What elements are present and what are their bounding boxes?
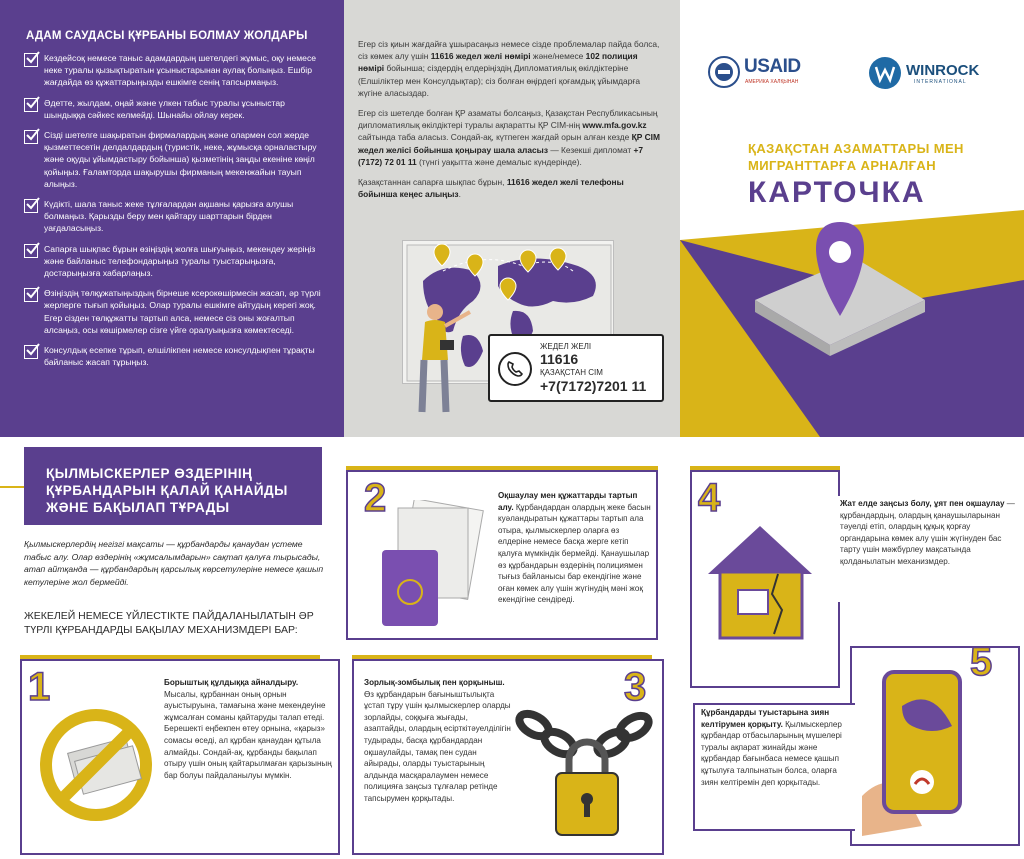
cracked-house-icon (698, 514, 818, 644)
help-paragraph: Егер сіз қиын жағдайға ұшырасаңыз немесе сізде проблемалар пайда болса, сіз көмек алу үшін 11616 жедел желі нөмірі және/немесе 102 полиция нөмірі бойынша; сіздердің елдеріңіздің Дипломатиялық өкілдіктеріне (Елшіліктер мен Консулдықтар); сіз болған өңірдегі қоғамдық ұйымдарға жүгіне аласыздар. (358, 39, 660, 98)
card-1-text: Борыштық құлдыққа айналдыру. Мысалы, құрбаннан оның орнын ауыстыруына, тамағына және мекендеуіне жұмсалған соманы қайтаруды талап етеді. Берешекті еңбекпен өтеу орнына, «қарыз» сомасы өседі, ал құрбан қанаудан құтыла алмайды. Сондай-ақ, құрбанды бақылап отыру үшін оның қайтарылмаған қарызының бар болуы пайдаланылуы мүмкін. (164, 678, 332, 780)
checkbox-icon (24, 345, 38, 359)
checkbox-icon (24, 199, 38, 213)
usaid-logo (708, 54, 828, 92)
tip-item (24, 287, 326, 336)
chain-lock-icon (514, 705, 664, 845)
card-1 (20, 659, 340, 855)
left-panel-title: АДАМ САУДАСЫ ҚҰРБАНЫ БОЛМАУ ЖОЛДАРЫ (26, 30, 308, 42)
usaid-name: USAID (744, 56, 801, 77)
phone-icon (498, 352, 532, 386)
mfa-label: ҚАЗАҚСТАН СІМ (540, 368, 603, 377)
tip-item (24, 198, 326, 235)
criminals-intro: Қылмыскерлердің негізгі мақсаты — құрбандарды қанаудан үстеме табыс алу. Олар өздерінің «жұмсалымдарын» сақтап қалуға тырысады, атап айтқанда — құрбандардың қарсылық көрсетулеріне немесе қашып кетулеріне жол бермейді. (24, 539, 324, 587)
checkbox-icon (24, 98, 38, 112)
card-5 (850, 640, 1020, 846)
card-4-number: 4 (698, 476, 721, 520)
tips-list (24, 52, 326, 368)
card-5-textbox (693, 703, 855, 831)
mfa-link: www.mfa.gov.kz (582, 120, 647, 131)
card-4 (690, 470, 840, 688)
tip-text: Күдікті, шала таныс жеке тұлғалардан ақшаны қарызға алушы болмаңыз. Қарызды беру мен қайтару шарттарын бірден уағдаласыңыз. (44, 199, 294, 234)
hotline-label: ЖЕДЕЛ ЖЕЛІ (540, 342, 592, 351)
checkbox-icon (24, 244, 38, 258)
tip-item (24, 97, 326, 121)
hotline-number: 11616 (540, 351, 579, 367)
usaid-sub: АМЕРИКА ХАЛҚЫНАН (745, 79, 799, 85)
card-title: КАРТОЧКА (748, 176, 926, 209)
card-5-number: 5 (970, 640, 993, 684)
checkbox-icon (24, 288, 38, 302)
card-subtitle: ҚАЗАҚСТАН АЗАМАТТАРЫ МЕН МИГРАНТТАРҒА АРНАЛҒАН (748, 141, 964, 173)
card-3-number: 3 (624, 665, 647, 709)
mfa-paragraph: Егер сіз шетелде болған ҚР азаматы болсаңыз, Қазақстан Республикасының дипломатиялық өкілдіктері туралы ақпаратты ҚР СІМ-нің www.mfa.gov.kz сайтында таба аласыз. Сондай-ақ, күтпеген жағдай орын алған кезде ҚР СІМ жедел желісі бойынша қоңырау шала аласыз — Кезекші дипломат +7 (7172) 72 01 11 (түнгі уақытта және демалыс күндерінде). (358, 108, 660, 167)
card-1-number: 1 (28, 665, 51, 709)
tip-item (24, 344, 326, 368)
person-illustration (410, 300, 480, 420)
tip-text: Сапарға шықпас бұрын өзіңіздің жолға шығуыңыз, мекендеу жеріңіз және байланыс телефондарыңыз туралы туыстарыңызға, достарыңызға хабарлаңыз. (44, 243, 316, 279)
left-panel (0, 0, 344, 437)
card-3 (352, 659, 664, 855)
title-accent-line (0, 486, 24, 488)
tip-text: Әдетте, жылдам, оңай және үлкен табыс туралы ұсыныстар шындыққа сәйкес келмейді. Шынайы ойлау керек. (44, 97, 285, 120)
winrock-w-icon (868, 56, 902, 90)
card-2 (346, 470, 658, 640)
consult-paragraph: Қазақстаннан сапарға шықпас бұрын, 11616 жедел желі телефоны бойынша кеңес алыңыз. (358, 177, 624, 200)
mfa-number: +7(7172)7201 11 (540, 378, 647, 394)
mechanisms-title: ЖЕКЕЛЕЙ НЕМЕСЕ ҮЙЛЕСТІКТЕ ПАЙДАЛАНЫЛАТЫН ӘР ТҮРЛІ ҚҰРБАНДАРДЫ БАҚЫЛАУ МЕХАНИЗМДЕРІ БАР: (24, 610, 314, 636)
tip-item (24, 243, 326, 280)
checkbox-icon (24, 53, 38, 67)
winrock-logo (868, 54, 988, 92)
phone-threat-icon (862, 666, 974, 836)
winrock-name: WINROCK (906, 62, 980, 79)
card-4-text: Жат елде заңсыз болу, ұят пен оқшаулау — құрбандардың, олардың қанаушыларынан тәуелді етіп, олардың құқық қорғау органдарына көмек алу үшін жүгінуден бас тарту үшін мәжбүрлеу мақсатында қолданылатын механизмдер. (840, 499, 1015, 566)
usaid-seal-icon (708, 56, 740, 88)
tip-item (24, 129, 326, 190)
tip-text: Кездейсоқ немесе таныс адамдардың шетелдегі жұмыс, оқу немесе неке туралы қызықтыратын ұсыныстарынан аулақ болыңыз. Ешбір жағдайда өз құжаттарыңызды ешкімге сенің тапсырмаңыз. (44, 53, 317, 88)
winrock-sub: INTERNATIONAL (914, 79, 967, 85)
card-5-text: Құрбандарды туыстарына зиян келтірумен қорқыту. Қылмыскерлер құрбандар отбасыларының мүшелері туралы ақпарат жинайды және құрбандар бағынбаса немесе қашып құтылуға талпынатын болса, оларға зиян келтіремін деп қорқытады. (701, 708, 842, 787)
tip-text: Өзіңіздің төлқұжатыңыздың бірнеше ксерокөшірмесін жасап, әр түрлі жерлерге тығып қойыңыз. Олар туралы ешкімге айтудың керегі жоқ. Егер сізден төлқұжатты тартып алса, немесе сіз оны жоғалтып алсаңыз, осы көшірмелер сізге үйге оралуыңызға көмектеседі. (44, 288, 321, 335)
no-money-icon (36, 705, 160, 825)
passport-icon (376, 500, 486, 630)
card-4-textbox (834, 496, 1020, 602)
tip-item (24, 52, 326, 89)
card-2-text: Оқшаулау мен құжаттарды тартып алу. Құрбандардан олардың жеке басын куәландыратын құжаттары тартып ала отыра, қылмыскерлер оларға өз елдеріне немесе басқа жерге кетіп қалуға мүмкіндік бермейді. Қанаушылар өз құрбандарын өздерінің полициямен тығыз байланысы бар екендігіне және оған көмек алу үшін жүгінудің мәні жоқ екендігіне сендіреді. (498, 491, 651, 605)
card-3-text: Зорлық-зомбылық пен қорқыныш. Өз құрбандарын бағыныштылықта ұстап тұру үшін қылмыскерлер оларды зорлайды, соққыға жығады, азаптайды, олардың есірткітәуелділігін тудырады, басқа құрбандардан оқшаулайды, тамақ пен судан айырады, оларды туыстарының алдында масқаралаумен немесе полицияға заңсыз тұлғалар ретінде тапсырумен қорқытады. (364, 678, 511, 803)
tip-text: Сізді шетелге шақыратын фирмалардың және олармен сол жерде қызметтесетін делдалдардың (туристік, неке, жұмысқа орналастыру және оқуды ұйымдастыру бойынша) қызметінің заңды екеніне көңіл қойыңыз. Ғаламторда шақырушы фирманың мекенжайын тауып алыңыз. (44, 130, 317, 189)
card-2-number: 2 (364, 476, 387, 520)
tip-text: Консулдық есепке тұрып, елшілікпен немесе консулдықпен тұрақты байланыс жасап тұрыңыз. (44, 345, 315, 368)
checkbox-icon (24, 130, 38, 144)
criminals-title: ҚЫЛМЫСКЕРЛЕР ӨЗДЕРІНІҢ ҚҰРБАНДАРЫН ҚАЛАЙ ҚАНАЙДЫ ЖӘНЕ БАҚЫЛАП ТҰРАДЫ (24, 447, 322, 525)
hotline-box (488, 334, 664, 402)
